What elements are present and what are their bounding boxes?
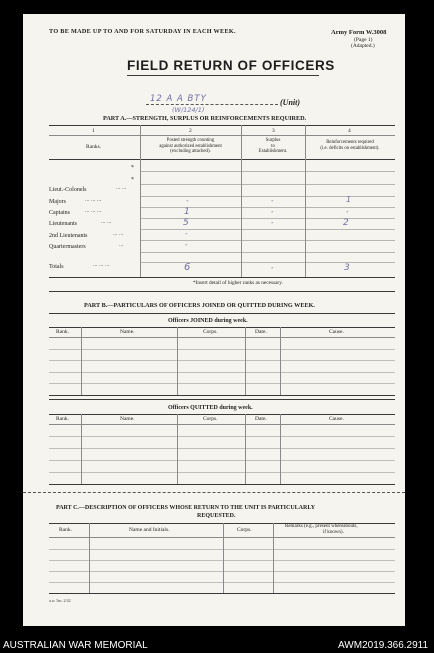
instruction-text: TO BE MADE UP TO AND FOR SATURDAY IN EACH WEEK. (49, 28, 236, 35)
form-title: FIELD RETURN OF OFFICERS (127, 58, 335, 73)
part-c-col-corps: Corps. (237, 527, 252, 533)
print-code: a.w. 5m. 2/42 (49, 598, 71, 603)
unit-label: (Unit) (280, 98, 300, 107)
unit-handwritten: 12 A A BTY (150, 94, 207, 104)
col-number-4: 4 (348, 128, 351, 134)
asterisk-1: * (131, 165, 134, 171)
ranks-header: Ranks. (86, 144, 102, 150)
part-c-col-remarks-1: Remarks (e.g., present whereabouts, (285, 524, 358, 529)
quitted-col-rank: Rank. (56, 416, 69, 422)
col-number-3: 3 (272, 128, 275, 134)
joined-col-cause: Cause. (329, 329, 344, 335)
part-c-col-remarks-2: if known). (323, 530, 344, 535)
unit-sub-handwritten: (W/124/1) (172, 106, 205, 114)
quitted-col-cause: Cause. (329, 416, 344, 422)
unit-dotted-line (146, 104, 278, 105)
part-c-col-rank: Rank. (59, 527, 72, 533)
tear-off-line (23, 492, 405, 493)
archive-footer (0, 638, 434, 653)
quitted-col-name: Name. (120, 416, 135, 422)
quitted-col-date: Date. (255, 416, 267, 422)
quitted-col-corps: Corps. (203, 416, 218, 422)
asterisk-2: * (131, 177, 134, 183)
surplus-header: Surplus to Establishment. (258, 138, 288, 155)
part-b-title: PART B.—PARTICULARS OF OFFICERS JOINED OR QUITTED DURING WEEK. (84, 302, 315, 309)
col-number-1: 1 (92, 128, 95, 134)
quitted-title: Officers QUITTED during week. (168, 405, 253, 411)
form-number: Army Form W.3008 (331, 29, 387, 36)
joined-col-corps: Corps. (203, 329, 218, 335)
joined-col-rank: Rank. (56, 329, 69, 335)
title-underline (127, 75, 319, 76)
joined-title: Officers JOINED during week. (168, 318, 248, 324)
footer-institution: AUSTRALIAN WAR MEMORIAL (3, 640, 148, 651)
form-page: (Page 1) (354, 37, 373, 43)
footer-accession: AWM2019.366.2911 (338, 640, 429, 651)
part-c-title-2: REQUESTED. (197, 513, 236, 519)
posted-header: Posted strength counting against authorized establishment (excluding attached). (159, 138, 222, 155)
form-adapted: (Adapted.) (351, 43, 375, 49)
part-c-title-1: PART C.—DESCRIPTION OF OFFICERS WHOSE RETURN TO THE UNIT IS PARTICULARLY (56, 505, 316, 511)
part-a-bottom-rule (49, 291, 395, 292)
reinf-header: Reinforcements required (i.e. deficits on establishment). (320, 140, 380, 151)
part-a-title: PART A.—STRENGTH, SURPLUS OR REINFORCEMENTS REQUIRED. (103, 115, 307, 122)
joined-col-name: Name. (120, 329, 135, 335)
col-number-2: 2 (189, 128, 192, 134)
part-a-footnote: *Insert detail of higher ranks as necessary. (193, 280, 283, 286)
joined-col-date: Date. (255, 329, 267, 335)
form-paper: TO BE MADE UP TO AND FOR SATURDAY IN EACH WEEK. Army Form W.3008 (Page 1) (Adapted.) FIELD RETURN OF OFFICERS 12 A A BTY (W/124/1) (Unit) PART A.—STRENGTH, SURPLUS OR REINFORCEMENTS REQUIRED. 1 2 3 4 Ranks. Posted strength counting against authorized establishment (excluding attached). Surplus to Establishment. Reinforcements required (i.e. deficits on establishment). * * Lieut.-Colonels ... ... Majors ... ... ... - - 1 Captains ... ... ... 1 - - Lieutenants ... ... 5 - 2 2nd Lieutenants ... ... - Quartermasters ... - Totals ... ... ... 6 - 3 *Insert detail of higher ranks as necessary. PART B.—PARTICULARS OF OFFICERS JOINED OR QUITTED DURING WEEK. Officers JOINED during week. Rank. Name. Corps. Date. Cause. Officers QUITTED during week. Rank. Name. Corps. Date. Cause. PART C.—DESCRIPTION OF OFFICERS WHOSE RETURN TO THE UNIT IS PARTICULARLY REQUESTED. Rank. Name and Initials. Corps. Remarks (e.g., present whereabouts, if known). a.w. 5m. 2/42 (23, 14, 405, 626)
part-c-col-name: Name and Initials. (129, 527, 170, 533)
